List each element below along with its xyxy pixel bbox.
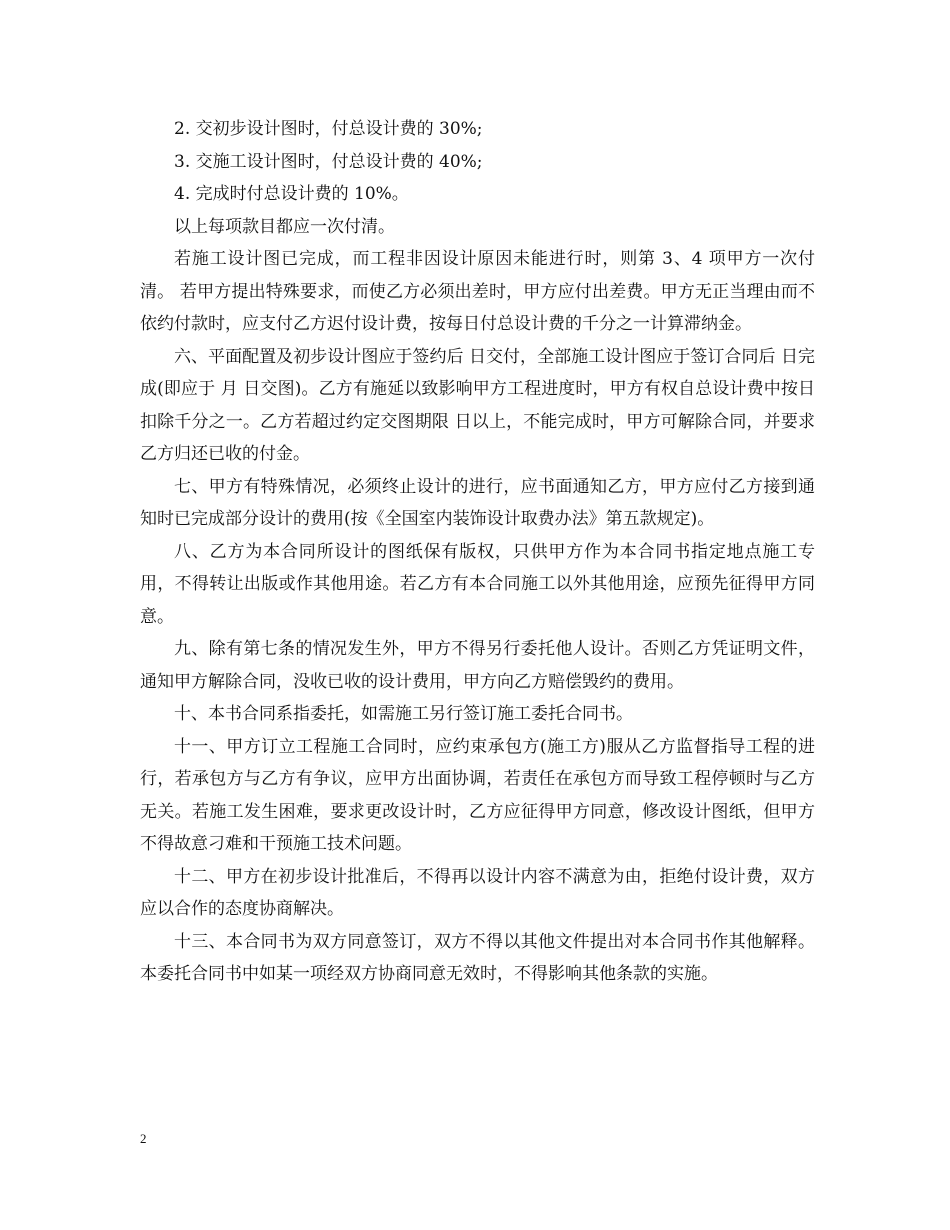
page-number: 2 <box>140 1131 147 1146</box>
clause-11: 十一、甲方订立工程施工合同时，应约束承包方(施工方)服从乙方监督指导工程的进行，若承包方与乙方有争议，应甲方出面协调，若责任在承包方而导致工程停顿时与乙方无关。若施工发生困难，要求更改设计时，乙方应征得甲方同意，修改设计图纸，但甲方不得故意刁难和干预施工技术问题。 <box>140 736 815 854</box>
clause-7: 七、甲方有特殊情况，必须终止设计的进行，应书面通知乙方，甲方应付乙方接到通知时已完成部分设计的费用(按《全国室内装饰设计取费办法》第五款规定)。 <box>140 476 815 529</box>
payment-item-2: 2. 交初步设计图时，付总设计费的 30%; <box>174 119 483 139</box>
document-body <box>140 113 815 991</box>
payment-item-4: 4. 完成时付总设计费的 10%。 <box>174 184 409 204</box>
payment-note: 以上每项款目都应一次付清。 <box>174 216 395 237</box>
clause-12: 十二、甲方在初步设计批准后，不得再以设计内容不满意为由，拒绝付设计费，双方应以合作的态度协商解决。 <box>140 866 815 919</box>
clause-8: 八、乙方为本合同所设计的图纸保有版权，只供甲方作为本合同书指定地点施工专用，不得转让出版或作其他用途。若乙方有本合同施工以外其他用途，应预先征得甲方同意。 <box>140 541 815 627</box>
clause-6: 六、平面配置及初步设计图应于签约后 日交付，全部施工设计图应于签订合同后 日完成(即应于 月 日交图)。乙方有施延以致影响甲方工程进度时，甲方有权自总设计费中按日扣除千分之一。乙方若超过约定交图期限 日以上，不能完成时，甲方可解除合同，并要求乙方归还已收的付金。 <box>140 346 815 464</box>
payment-conditions-paragraph: 若施工设计图已完成，而工程非因设计原因未能进行时，则第 3、4 项甲方一次付清。 若甲方提出特殊要求，而使乙方必须出差时，甲方应付出差费。甲方无正当理由而不依约付款时，应支付乙方迟付设计费，按每日付总设计费的千分之一计算滞纳金。 <box>140 249 815 334</box>
clause-9: 九、除有第七条的情况发生外，甲方不得另行委托他人设计。否则乙方凭证明文件，通知甲方解除合同，没收已收的设计费用，甲方向乙方赔偿毁约的费用。 <box>140 639 815 692</box>
clause-10: 十、本书合同系指委托，如需施工另行签订施工委托合同书。 <box>174 704 633 724</box>
payment-item-3: 3. 交施工设计图时，付总设计费的 40%; <box>174 151 483 172</box>
clause-13: 十三、本合同书为双方同意签订，双方不得以其他文件提出对本合同书作其他解释。本委托合同书中如某一项经双方协商同意无效时，不得影响其他条款的实施。 <box>140 931 815 984</box>
